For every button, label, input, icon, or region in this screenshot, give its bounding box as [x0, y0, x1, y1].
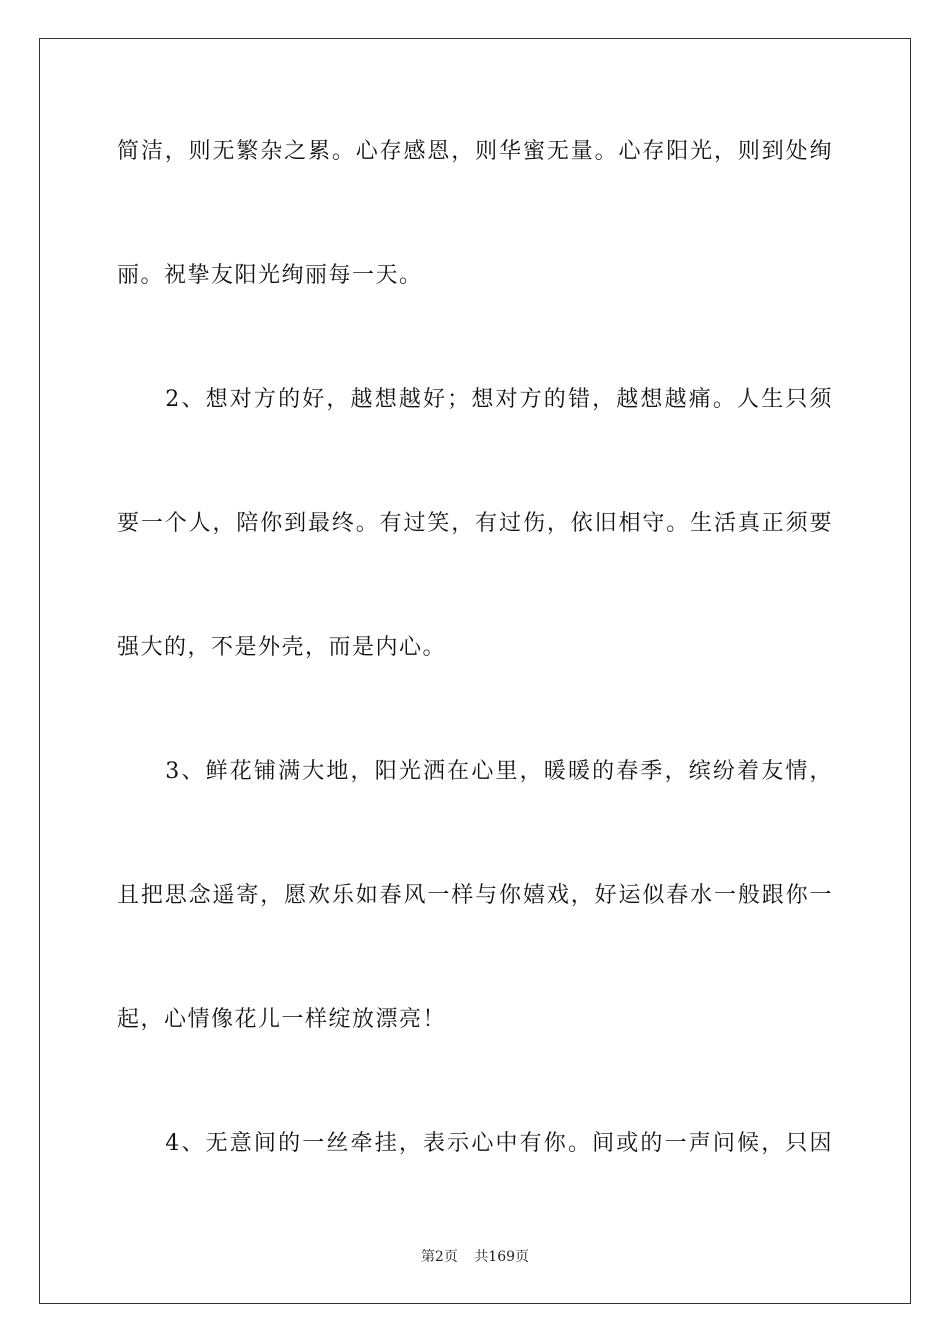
page-footer [0, 1248, 950, 1266]
page-total: 共169页 [474, 1249, 530, 1265]
text-line: 且把思念遥寄，愿欢乐如春风一样与你嬉戏，好运似春水一般跟你一 [117, 883, 833, 908]
text-line: 3、鲜花铺满大地，阳光洒在心里，暖暖的春季，缤纷着友情， [117, 759, 833, 784]
page-number: 第2页 [420, 1249, 458, 1265]
text-line: 丽。祝挚友阳光绚丽每一天。 [117, 263, 423, 288]
text-line: 4、无意间的一丝牵挂，表示心中有你。间或的一声问候，只因 [117, 1131, 833, 1156]
text-line: 强大的，不是外壳，而是内心。 [117, 635, 447, 660]
page-border [39, 38, 911, 1304]
text-line: 起，心情像花儿一样绽放漂亮！ [117, 1007, 447, 1032]
text-line: 简洁，则无繁杂之累。心存感恩，则华蜜无量。心存阳光，则到处绚 [117, 139, 833, 164]
text-line: 要一个人，陪你到最终。有过笑，有过伤，依旧相守。生活真正须要 [117, 511, 833, 536]
text-line: 2、想对方的好，越想越好；想对方的错，越想越痛。人生只须 [117, 387, 833, 412]
